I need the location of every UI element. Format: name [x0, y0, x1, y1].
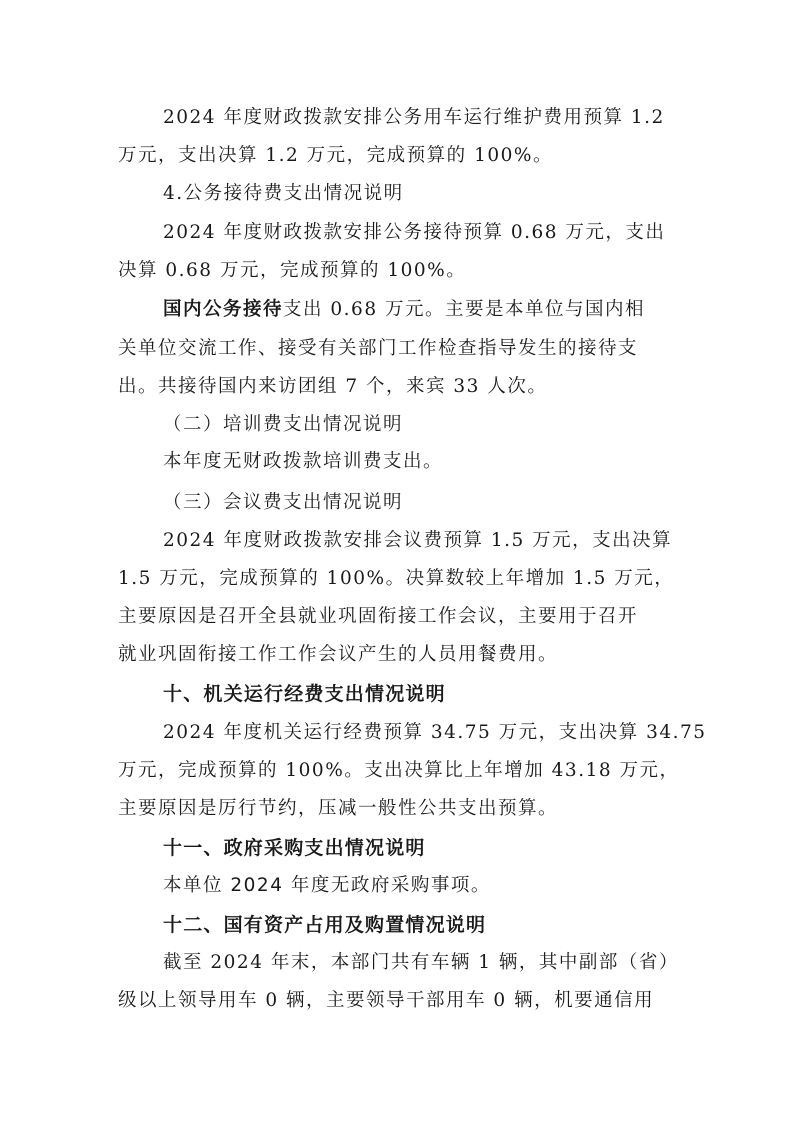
body-line: 级以上领导用车 0 辆，主要领导干部用车 0 辆，机要通信用: [118, 990, 655, 1011]
body-text: 支出 0.68 万元。主要是本单位与国内相: [283, 299, 645, 320]
bold-term: 国内公务接待: [163, 299, 284, 320]
body-line: 就业巩固衔接工作工作会议产生的人员用餐费用。: [118, 644, 559, 665]
section-heading: 十一、政府采购支出情况说明: [163, 837, 426, 859]
body-line: 2024 年度财政拨款安排公务接待预算 0.68 万元，支出: [163, 222, 666, 243]
subsection-heading: 4.公务接待费支出情况说明: [163, 183, 404, 204]
body-line: 本年度无财政拨款培训费支出。: [163, 451, 444, 472]
body-line: 2024 年度财政拨款安排公务用车运行维护费用预算 1.2: [163, 107, 665, 128]
body-line: 1.5 万元，完成预算的 100%。决算数较上年增加 1.5 万元，: [118, 568, 675, 589]
body-line: 主要原因是召开全县就业巩固衔接工作会议，主要用于召开: [118, 606, 639, 627]
body-line: 本单位 2024 年度无政府采购事项。: [163, 875, 491, 896]
body-line: 主要原因是厉行节约，压减一般性公共支出预算。: [118, 798, 559, 819]
body-line: 万元，完成预算的 100%。支出决算比上年增加 43.18 万元，: [118, 760, 680, 781]
body-line: 2024 年度财政拨款安排会议费预算 1.5 万元，支出决算: [163, 530, 673, 551]
body-line: 截至 2024 年末，本部门共有车辆 1 辆，其中副部（省）: [163, 952, 679, 973]
section-heading: 十二、国有资产占用及购置情况说明: [163, 914, 487, 936]
body-line: 万元，支出决算 1.2 万元，完成预算的 100%。: [118, 145, 553, 166]
body-line: 决算 0.68 万元，完成预算的 100%。: [118, 260, 467, 281]
body-line: 2024 年度机关运行经费预算 34.75 万元，支出决算 34.75: [163, 722, 707, 743]
subsection-heading: （三）会议费支出情况说明: [163, 492, 404, 513]
body-line: 关单位交流工作、接受有关部门工作检查指导发生的接待支: [118, 338, 639, 359]
body-line: 出。共接待国内来访团组 7 个，来宾 33 人次。: [118, 376, 548, 397]
section-heading: 十、机关运行经费支出情况说明: [163, 683, 446, 705]
subsection-heading: （二）培训费支出情况说明: [163, 414, 404, 435]
body-line: [163, 295, 645, 325]
